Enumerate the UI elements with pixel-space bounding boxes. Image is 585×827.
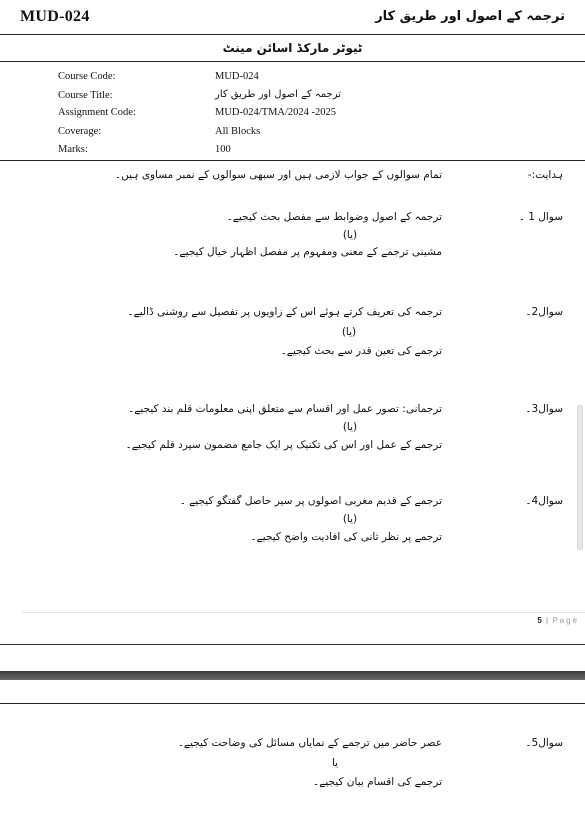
page-bottom-edge [0,644,585,645]
question-or: یا [331,757,339,769]
instruction-label: ہدایت:- [527,169,563,181]
question-label: سوال2۔ [525,306,563,318]
assignment-title: ٹیوٹر مارکڈ اسائن مینٹ [222,41,363,55]
question-alternative: مشینی ترجمے کے معنی ومفہوم پر مفصل اظہار خیال کیجیے۔ [173,246,442,258]
page-top-edge [0,703,585,704]
question-label: سوال 1 ۔ [518,211,563,223]
question-text: عصر حاضر میں ترجمے کے نمایاں مسائل کی وضاحت کیجیے۔ [177,737,442,749]
question-text: ترجمہ کی تعریف کرتے ہوئے اس کے زاویوں پر تفصیل سے روشنی ڈالیے۔ [127,306,442,318]
question-label: سوال5۔ [525,737,563,749]
detail-label-course-code: Course Code: [58,71,116,82]
instruction-text: تمام سوالوں کے جواب لازمی ہیں اور سبھی سوالوں کے نمبر مساوی ہیں۔ [115,169,442,181]
question-alternative: ترجمے کی اقسام بیان کیجیے۔ [313,776,442,788]
question-alternative: ترجمے پر نظر ثانی کی افادیت واضح کیجیے۔ [250,531,442,543]
detail-value-course-title: ترجمہ کے اصول اور طریق کار [215,89,342,100]
detail-value-marks: 100 [215,144,231,155]
detail-label-marks: Marks: [58,144,88,155]
question-alternative: ترجمے کی تعین قدر سے بحث کیجیے۔ [280,345,442,357]
question-text: ترجمانی: تصور عمل اور اقسام سے متعلق اپنی معلومات قلم بند کیجیے۔ [128,403,442,415]
page-break-separator [0,671,585,680]
header-course-code: MUD-024 [20,8,90,25]
vertical-scrollbar-thumb[interactable] [577,405,583,550]
table-rule [0,160,585,161]
page-number: 5 [537,616,542,625]
question-label: سوال3۔ [525,403,563,415]
question-text: ترجمے کے قدیم مغربی اصولوں پر سیر حاصل گفتگو کیجیے ۔ [179,495,442,507]
question-label: سوال4۔ [525,495,563,507]
detail-value-assignment-code: MUD-024/TMA/2024 -2025 [215,107,337,118]
detail-label-course-title: Course Title: [58,90,113,101]
footer-separator: | [546,616,549,625]
page-word: Page [552,616,579,625]
detail-value-course-code: MUD-024 [215,71,259,82]
detail-label-coverage: Coverage: [58,126,102,137]
question-or: (یا) [342,229,358,241]
question-alternative: ترجمے کے عمل اور اس کی تکنیک پر ایک جامع مضمون سپرد قلم کیجیے۔ [125,439,442,451]
detail-value-coverage: All Blocks [215,126,261,137]
question-or: (یا) [342,421,358,433]
question-or: (یا) [341,326,357,338]
detail-label-assignment-code: Assignment Code: [58,107,136,118]
page-footer [537,616,579,625]
footer-rule [22,612,585,613]
title-rule [0,61,585,62]
header-course-title: ترجمہ کے اصول اور طریق کار [375,9,565,24]
question-or: (یا) [342,513,358,525]
question-text: ترجمہ کے اصول وضوابط سے مفصل بحث کیجیے۔ [226,211,442,223]
header-rule [0,34,585,35]
